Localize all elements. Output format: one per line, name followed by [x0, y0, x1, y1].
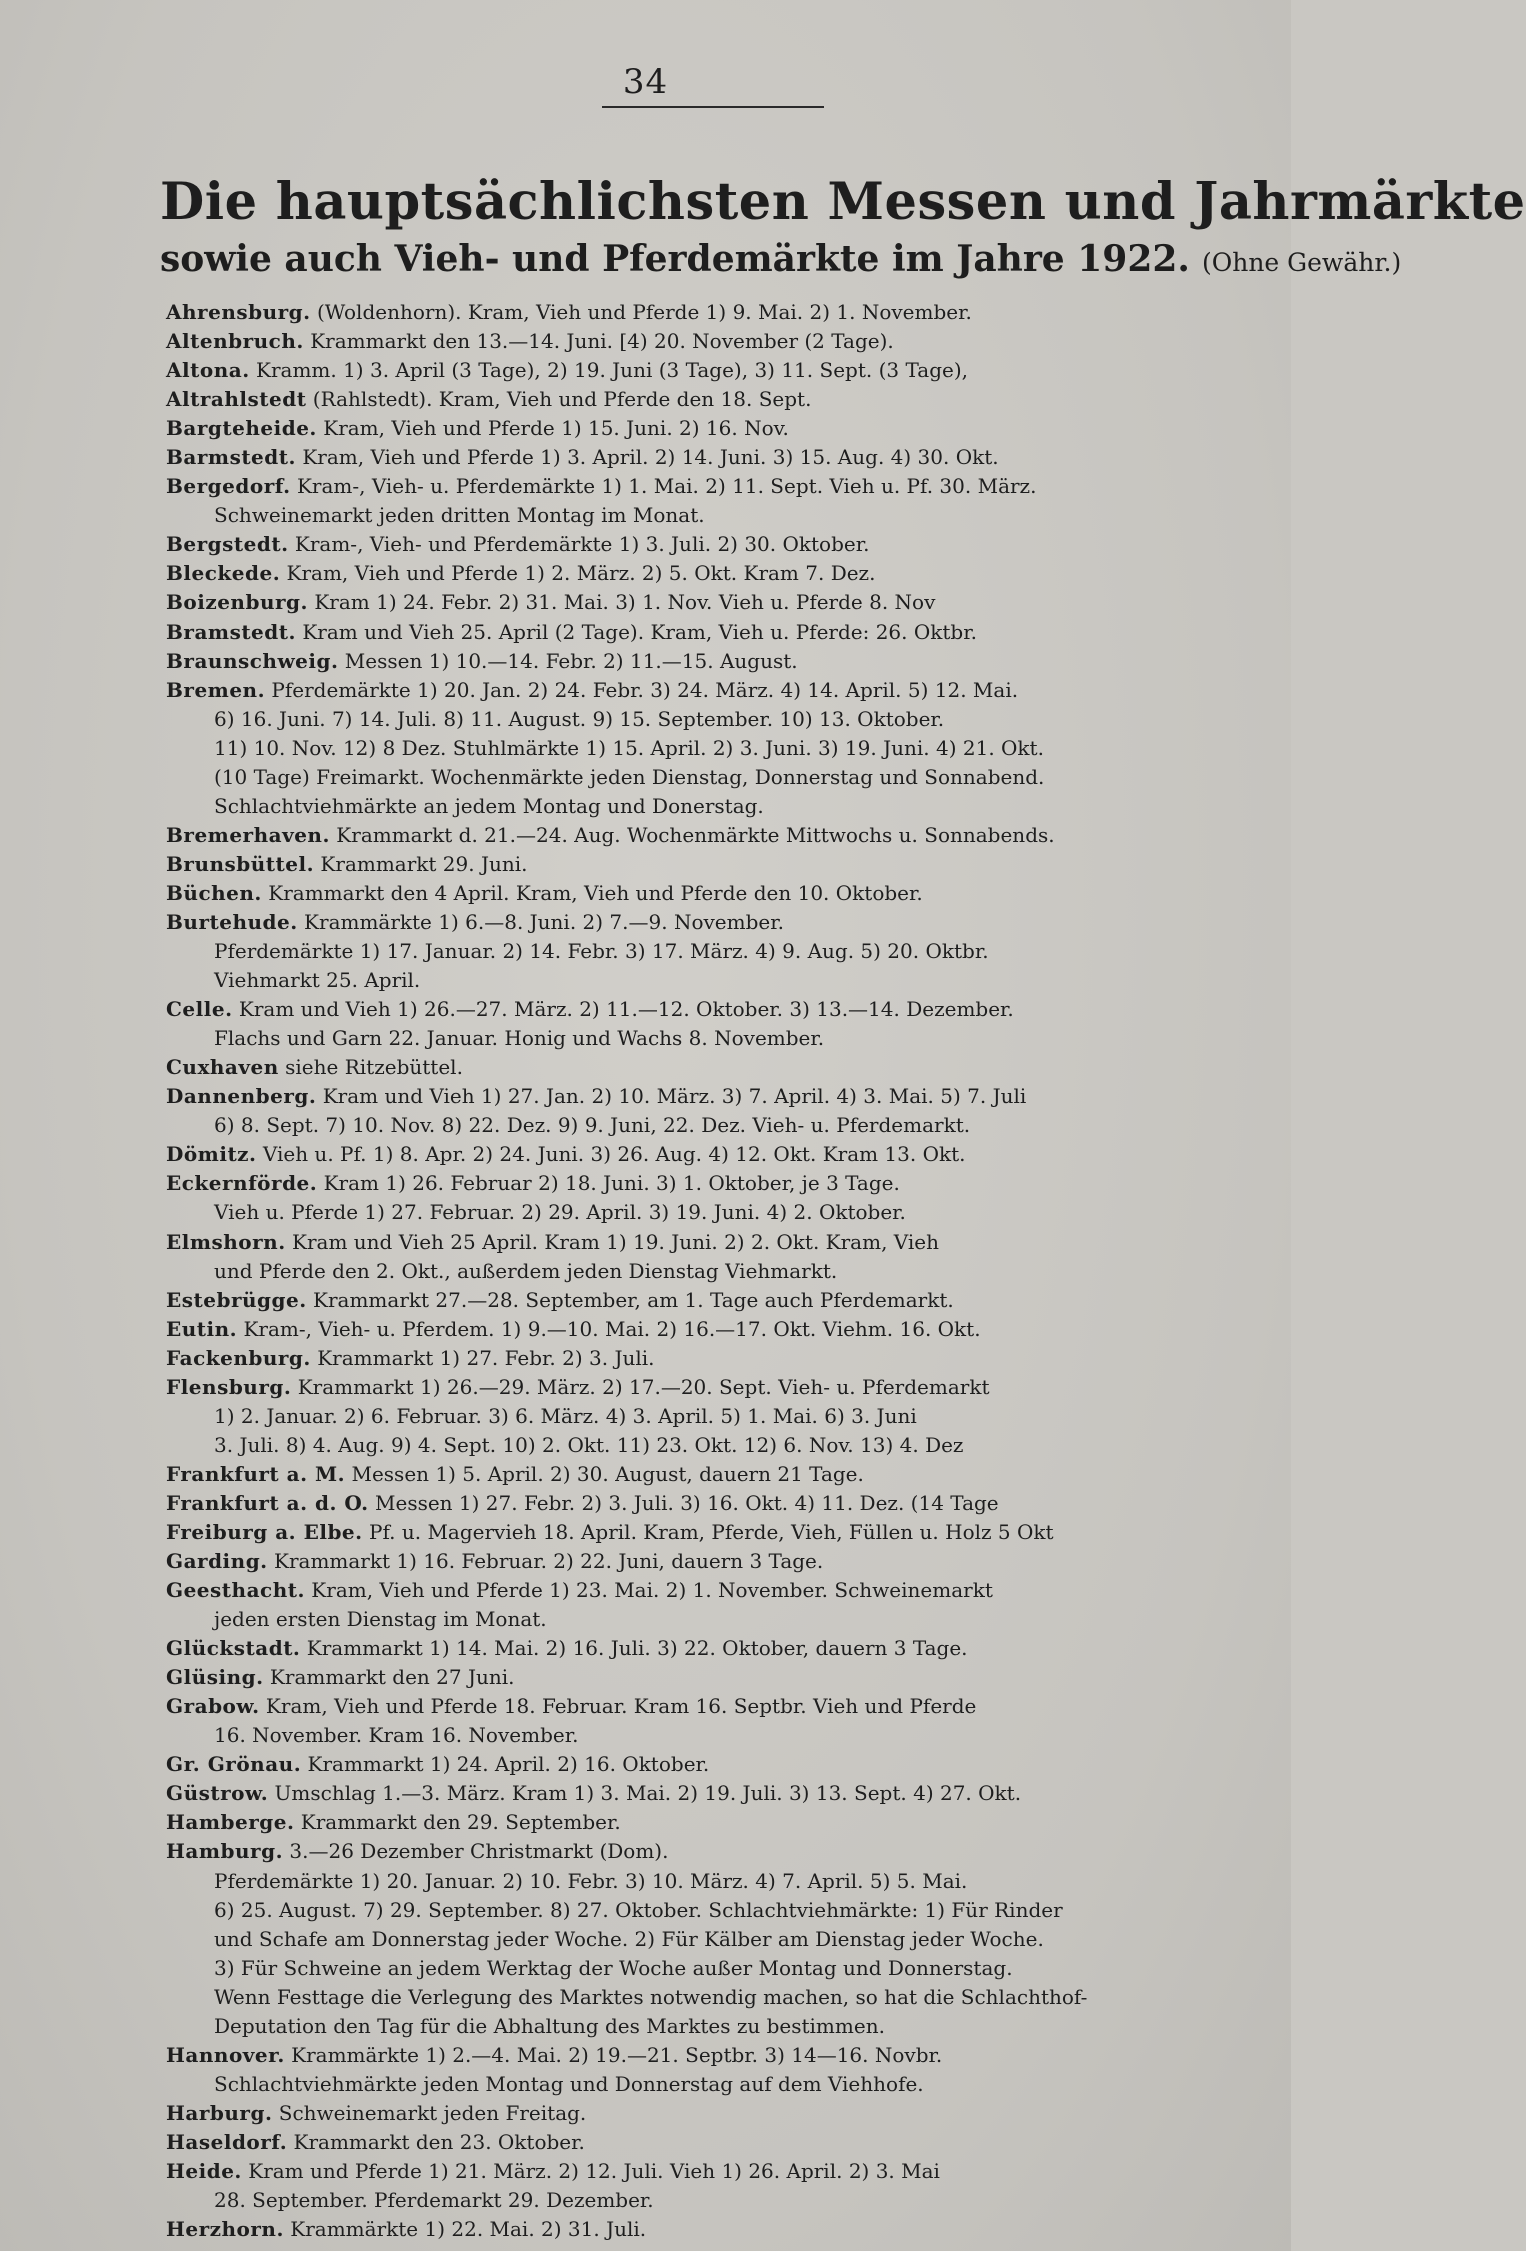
place-name: Güstrow.	[166, 1781, 269, 1806]
market-entry	[166, 1373, 1244, 1402]
market-details: (Rahlstedt). Kram, Vieh und Pferde den 18. Sept.	[306, 387, 812, 412]
market-details: Kram, Vieh und Pferde 18. Februar. Kram 16. Septbr. Vieh und Pferde	[259, 1694, 977, 1719]
market-entry-continuation	[166, 1605, 1244, 1634]
market-entry-continuation	[166, 792, 1244, 821]
market-list	[166, 298, 1244, 2244]
market-entry	[166, 2099, 1244, 2128]
market-entry	[166, 1634, 1244, 1663]
market-details: 3) Für Schweine an jedem Werktag der Woche außer Montag und Donnerstag.	[214, 1955, 1013, 1980]
place-name: Bramstedt.	[166, 619, 296, 644]
market-details: Kram 1) 24. Febr. 2) 31. Mai. 3) 1. Nov. Vieh u. Pferde 8. Nov	[307, 590, 936, 615]
market-details: Kram und Vieh 25 April. Kram 1) 19. Juni. 2) 2. Okt. Kram, Vieh	[285, 1229, 939, 1254]
market-details: Schlachtviehmärkte an jedem Montag und Donerstag.	[214, 793, 764, 818]
market-entry	[166, 1315, 1244, 1344]
market-entry-continuation	[166, 1402, 1244, 1431]
place-name: Altrahlstedt	[166, 387, 307, 412]
market-entry	[166, 850, 1244, 879]
market-details: Vieh u. Pf. 1) 8. Apr. 2) 24. Juni. 3) 26. Aug. 4) 12. Okt. Kram 13. Okt.	[256, 1142, 966, 1167]
market-details: Kram und Vieh 1) 27. Jan. 2) 10. März. 3) 7. April. 4) 3. Mai. 5) 7. Juli	[316, 1084, 1027, 1109]
place-name: Fackenburg.	[166, 1345, 311, 1370]
market-entry	[166, 1082, 1244, 1111]
market-details: Flachs und Garn 22. Januar. Honig und Wachs 8. November.	[214, 1026, 825, 1051]
market-details: Kram-, Vieh- u. Pferdemärkte 1) 1. Mai. 2) 11. Sept. Vieh u. Pf. 30. März.	[290, 474, 1037, 499]
market-details: Kram 1) 26. Februar 2) 18. Juni. 3) 1. Oktober, je 3 Tage.	[317, 1171, 900, 1196]
market-details: Krammarkt 1) 14. Mai. 2) 16. Juli. 3) 22. Oktober, dauern 3 Tage.	[300, 1636, 968, 1661]
market-entry	[166, 298, 1244, 327]
market-entry	[166, 2215, 1244, 2244]
market-details: (Woldenhorn). Kram, Vieh und Pferde 1) 9. Mai. 2) 1. November.	[310, 300, 972, 324]
market-entry	[166, 530, 1244, 559]
market-details: Kram, Vieh und Pferde 1) 3. April. 2) 14. Juni. 3) 15. Aug. 4) 30. Okt.	[295, 445, 999, 470]
page-number-rule	[602, 106, 824, 108]
market-entry	[166, 1053, 1244, 1082]
market-details: und Schafe am Donnerstag jeder Woche. 2) Für Kälber am Dienstag jeder Woche.	[214, 1926, 1044, 1951]
market-entry-continuation	[166, 2186, 1244, 2215]
market-entry-continuation	[166, 966, 1244, 995]
market-details: und Pferde den 2. Okt., außerdem jeden Dienstag Viehmarkt.	[214, 1258, 838, 1283]
market-details: Krammärkte 1) 2.—4. Mai. 2) 19.—21. Septbr. 3) 14—16. Novbr.	[284, 2042, 943, 2067]
place-name: Bleckede.	[166, 561, 281, 586]
market-entry	[166, 1169, 1244, 1198]
place-name: Barmstedt.	[166, 445, 296, 470]
place-name: Eckernförde.	[166, 1171, 318, 1196]
market-entry	[166, 1808, 1244, 1837]
market-entry-continuation	[166, 937, 1244, 966]
market-details: Kram, Vieh und Pferde 1) 23. Mai. 2) 1. November. Schweinemarkt	[304, 1578, 993, 1603]
market-entry	[166, 1576, 1244, 1605]
market-details: Wenn Festtage die Verlegung des Marktes notwendig machen, so hat die Schlachthof-	[214, 1984, 1088, 2009]
place-name: Hamburg.	[166, 1839, 284, 1864]
page-title: Die hauptsächlichsten Messen und Jahrmärkte	[160, 172, 1526, 232]
market-details: (10 Tage) Freimarkt. Wochenmärkte jeden Dienstag, Donnerstag und Sonnabend.	[214, 764, 1045, 789]
market-details: Kramm. 1) 3. April (3 Tage), 2) 19. Juni (3 Tage), 3) 11. Sept. (3 Tage),	[249, 358, 968, 383]
market-details: Schweinemarkt jeden dritten Montag im Monat.	[214, 503, 705, 528]
market-details: Krammarkt 27.—28. September, am 1. Tage auch Pferdemarkt.	[306, 1287, 954, 1312]
market-details: Krammarkt 1) 24. April. 2) 16. Oktober.	[301, 1752, 710, 1777]
market-entry	[166, 2041, 1244, 2070]
market-details: siehe Ritzebüttel.	[278, 1055, 463, 1080]
market-entry-continuation	[166, 1954, 1244, 1983]
market-entry-continuation	[166, 1111, 1244, 1140]
subtitle-note: (Ohne Gewähr.)	[1201, 248, 1402, 277]
place-name: Heide.	[166, 2159, 242, 2183]
market-details: Kram, Vieh und Pferde 1) 15. Juni. 2) 16. Nov.	[316, 416, 789, 441]
market-entry-continuation	[166, 1198, 1244, 1227]
market-details: Krammarkt den 4 April. Kram, Vieh und Pferde den 10. Oktober.	[261, 880, 923, 905]
market-entry	[166, 1547, 1244, 1576]
market-details: Krammarkt den 27 Juni.	[263, 1665, 515, 1690]
market-entry	[166, 1140, 1244, 1169]
subtitle-text: sowie auch Vieh- und Pferdemärkte im Jahre 1922.	[160, 238, 1190, 280]
place-name: Herzhorn.	[166, 2217, 284, 2242]
place-name: Frankfurt a. M.	[166, 1461, 346, 1486]
place-name: Geesthacht.	[166, 1578, 305, 1603]
place-name: Brunsbüttel.	[166, 851, 315, 876]
market-details: Krammarkt den 29. September.	[294, 1810, 621, 1835]
market-details: Pferdemärkte 1) 20. Januar. 2) 10. Febr. 3) 10. März. 4) 7. April. 5) 5. Mai.	[214, 1868, 968, 1893]
market-details: Umschlag 1.—3. März. Kram 1) 3. Mai. 2) 19. Juli. 3) 13. Sept. 4) 27. Okt.	[268, 1781, 1022, 1806]
page-subtitle	[160, 238, 1402, 280]
market-details: Viehmarkt 25. April.	[214, 968, 421, 993]
place-name: Gr. Grönau.	[166, 1752, 302, 1777]
place-name: Dömitz.	[166, 1142, 257, 1167]
market-entry-continuation	[166, 1867, 1244, 1896]
place-name: Freiburg a. Elbe.	[166, 1519, 363, 1544]
market-details: Krammarkt 29. Juni.	[314, 851, 528, 876]
market-entry	[166, 356, 1244, 385]
market-details: 6) 25. August. 7) 29. September. 8) 27. Oktober. Schlachtviehmärkte: 1) Für Rinder	[214, 1897, 1063, 1922]
place-name: Garding.	[166, 1549, 268, 1574]
place-name: Büchen.	[166, 880, 262, 905]
market-entry	[166, 1344, 1244, 1373]
market-details: 3.—26 Dezember Christmarkt (Dom).	[283, 1839, 669, 1864]
market-details: Krammarkt 1) 16. Februar. 2) 22. Juni, dauern 3 Tage.	[267, 1549, 824, 1574]
market-details: Kram-, Vieh- und Pferdemärkte 1) 3. Juli. 2) 30. Oktober.	[288, 532, 870, 557]
market-details: 6) 8. Sept. 7) 10. Nov. 8) 22. Dez. 9) 9. Juni, 22. Dez. Vieh- u. Pferdemarkt.	[214, 1113, 971, 1138]
place-name: Bargteheide.	[166, 416, 317, 441]
market-entry	[166, 385, 1244, 414]
market-details: Kram-, Vieh- u. Pferdem. 1) 9.—10. Mai. 2) 16.—17. Okt. Viehm. 16. Okt.	[237, 1316, 981, 1341]
market-entry	[166, 588, 1244, 617]
market-entry-continuation	[166, 1925, 1244, 1954]
market-entry	[166, 821, 1244, 850]
place-name: Celle.	[166, 997, 233, 1022]
market-details: Krammarkt d. 21.—24. Aug. Wochenmärkte Mittwochs u. Sonnabends.	[329, 822, 1055, 847]
place-name: Glückstadt.	[166, 1636, 301, 1661]
place-name: Glüsing.	[166, 1665, 264, 1690]
market-entry	[166, 1663, 1244, 1692]
place-name: Haseldorf.	[166, 2129, 288, 2154]
place-name: Altenbruch.	[166, 329, 304, 354]
market-entry-continuation	[166, 1721, 1244, 1750]
market-entry-continuation	[166, 1896, 1244, 1925]
market-details: Messen 1) 27. Febr. 2) 3. Juli. 3) 16. Okt. 4) 11. Dez. (14 Tage	[368, 1490, 999, 1515]
place-name: Bremen.	[166, 677, 266, 702]
market-entry	[166, 1837, 1244, 1866]
place-name: Bremerhaven.	[166, 822, 330, 847]
market-details: Kram, Vieh und Pferde 1) 2. März. 2) 5. Okt. Kram 7. Dez.	[280, 561, 876, 586]
market-details: Krammärkte 1) 22. Mai. 2) 31. Juli.	[283, 2217, 647, 2242]
market-details: 6) 16. Juni. 7) 14. Juli. 8) 11. August. 9) 15. September. 10) 13. Oktober.	[214, 706, 945, 731]
market-details: Deputation den Tag für die Abhaltung des Marktes zu bestimmen.	[214, 2013, 885, 2038]
market-details: Kram und Vieh 25. April (2 Tage). Kram, Vieh u. Pferde: 26. Oktbr.	[295, 619, 977, 644]
place-name: Elmshorn.	[166, 1229, 286, 1254]
place-name: Hannover.	[166, 2042, 285, 2067]
place-name: Hamberge.	[166, 1810, 295, 1835]
market-entry-continuation	[166, 2070, 1244, 2099]
place-name: Braunschweig.	[166, 648, 339, 673]
place-name: Estebrügge.	[166, 1287, 307, 1312]
market-entry-continuation	[166, 1983, 1244, 2012]
place-name: Altona.	[166, 358, 250, 383]
market-entry	[166, 2128, 1244, 2157]
market-entry-continuation	[166, 1431, 1244, 1460]
market-entry-continuation	[166, 501, 1244, 530]
market-entry	[166, 559, 1244, 588]
market-entry	[166, 1460, 1244, 1489]
place-name: Frankfurt a. d. O.	[166, 1490, 369, 1515]
market-details: Krammarkt den 13.—14. Juni. [4) 20. November (2 Tage).	[303, 329, 894, 354]
market-entry	[166, 443, 1244, 472]
market-details: Krammärkte 1) 6.—8. Juni. 2) 7.—9. November.	[297, 909, 784, 934]
market-details: Pferdemärkte 1) 20. Jan. 2) 24. Febr. 3) 24. März. 4) 14. April. 5) 12. Mai.	[265, 677, 1019, 702]
market-details: 1) 2. Januar. 2) 6. Februar. 3) 6. März. 4) 3. April. 5) 1. Mai. 6) 3. Juni	[214, 1403, 917, 1428]
market-entry	[166, 879, 1244, 908]
market-details: Pferdemärkte 1) 17. Januar. 2) 14. Febr. 3) 17. März. 4) 9. Aug. 5) 20. Oktbr.	[214, 939, 989, 964]
market-details: Messen 1) 5. April. 2) 30. August, dauern 21 Tage.	[345, 1461, 864, 1486]
market-entry-continuation	[166, 734, 1244, 763]
place-name: Harburg.	[166, 2100, 273, 2125]
market-entry	[166, 908, 1244, 937]
market-entry-continuation	[166, 705, 1244, 734]
market-entry-continuation	[166, 1024, 1244, 1053]
market-entry	[166, 618, 1244, 647]
market-details: 28. September. Pferdemarkt 29. Dezember.	[214, 2188, 654, 2213]
market-entry-continuation	[166, 763, 1244, 792]
place-name: Flensburg.	[166, 1374, 292, 1399]
place-name: Bergstedt.	[166, 532, 289, 557]
market-entry	[166, 1286, 1244, 1315]
place-name: Grabow.	[166, 1694, 260, 1719]
market-details: jeden ersten Dienstag im Monat.	[214, 1607, 547, 1632]
market-details: Krammarkt den 23. Oktober.	[287, 2129, 585, 2154]
market-details: Krammarkt 1) 26.—29. März. 2) 17.—20. Sept. Vieh- u. Pferdemarkt	[291, 1374, 990, 1399]
page-number: 34	[622, 62, 669, 102]
market-entry-continuation	[166, 1257, 1244, 1286]
market-entry	[166, 647, 1244, 676]
market-entry	[166, 327, 1244, 356]
place-name: Boizenburg.	[166, 590, 308, 615]
market-details: Schlachtviehmärkte jeden Montag und Donnerstag auf dem Viehhofe.	[214, 2071, 924, 2096]
market-details: Kram und Vieh 1) 26.—27. März. 2) 11.—12. Oktober. 3) 13.—14. Dezember.	[232, 997, 1014, 1022]
market-details: Vieh u. Pferde 1) 27. Februar. 2) 29. April. 3) 19. Juni. 4) 2. Oktober.	[214, 1200, 906, 1225]
market-details: Schweinemarkt jeden Freitag.	[272, 2100, 587, 2125]
market-entry	[166, 1779, 1244, 1808]
place-name: Dannenberg.	[166, 1084, 317, 1109]
market-details: Kram und Pferde 1) 21. März. 2) 12. Juli. Vieh 1) 26. April. 2) 3. Mai	[241, 2159, 940, 2183]
place-name: Cuxhaven	[166, 1055, 279, 1080]
market-details: Krammarkt 1) 27. Febr. 2) 3. Juli.	[310, 1345, 655, 1370]
market-entry	[166, 1750, 1244, 1779]
market-entry	[166, 472, 1244, 501]
market-entry	[166, 1692, 1244, 1721]
market-entry	[166, 414, 1244, 443]
market-details: 16. November. Kram 16. November.	[214, 1723, 579, 1748]
place-name: Bergedorf.	[166, 474, 291, 499]
market-entry	[166, 2157, 1244, 2186]
place-name: Eutin.	[166, 1316, 238, 1341]
market-details: 11) 10. Nov. 12) 8 Dez. Stuhlmärkte 1) 15. April. 2) 3. Juni. 3) 19. Juni. 4) 21. Okt.	[214, 735, 1044, 760]
market-entry	[166, 995, 1244, 1024]
market-details: Messen 1) 10.—14. Febr. 2) 11.—15. August.	[338, 648, 798, 673]
market-entry	[166, 1489, 1244, 1518]
market-details: 3. Juli. 8) 4. Aug. 9) 4. Sept. 10) 2. Okt. 11) 23. Okt. 12) 6. Nov. 13) 4. Dez	[214, 1432, 964, 1457]
market-entry	[166, 676, 1244, 705]
market-entry	[166, 1228, 1244, 1257]
place-name: Ahrensburg.	[166, 300, 311, 324]
market-entry	[166, 1518, 1244, 1547]
place-name: Burtehude.	[166, 909, 298, 934]
market-details: Pf. u. Magervieh 18. April. Kram, Pferde, Vieh, Füllen u. Holz 5 Okt	[362, 1519, 1054, 1544]
market-entry-continuation	[166, 2012, 1244, 2041]
